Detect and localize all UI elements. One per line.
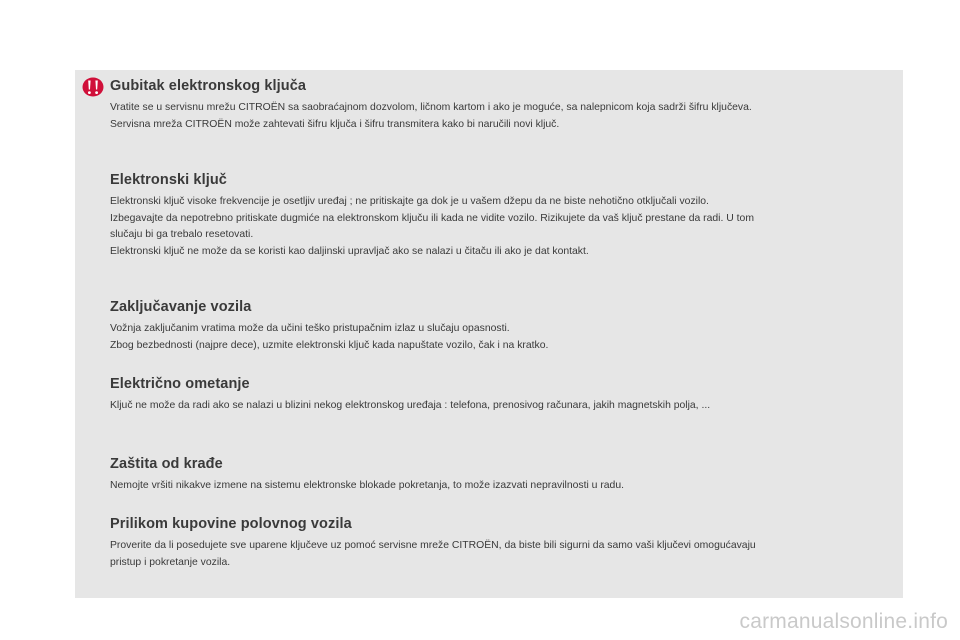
watermark-text: carmanualsonline.info: [739, 610, 948, 633]
text-line: Vratite se u servisnu mrežu CITROËN sa saobraćajnom dozvolom, ličnom kartom i ako je moguće, sa nalepnicom koja sadrži šifru ključeva.: [110, 102, 752, 113]
section-text: [110, 538, 890, 571]
section-text: [110, 100, 890, 133]
section-electrical-interference: [110, 376, 890, 415]
section-text: [110, 398, 890, 415]
warning-exclamation-icon: [82, 77, 104, 97]
section-text: [110, 321, 890, 354]
text-line: Elektronski ključ ne može da se koristi kao daljinski upravljač ako se nalazi u čitaču ili ako je dat kontakt.: [110, 245, 589, 257]
text-line: Nemojte vršiti nikakve izmene na sistemu elektronske blokade pokretanja, to može izazvati nepravilnosti u radu.: [110, 480, 625, 491]
section-title: Zaštita od krađe: [110, 456, 223, 472]
text-line: Servisna mreža CITROËN može zahtevati šifru ključa i šifru transmitera kako bi naručili novi ključ.: [110, 118, 560, 130]
section-title: Gubitak elektronskog ključa: [110, 78, 307, 94]
text-line: Ključ ne može da radi ako se nalazi u blizini nekog elektronskog uređaja : telefona, prenosivog računara, jakih magnetskih polja, ...: [110, 400, 711, 411]
text-line: pristup i pokretanje vozila.: [110, 556, 231, 568]
text-line: Zbog bezbednosti (najpre dece), uzmite elektronski ključ kada napuštate vozilo, čak i na kratko.: [110, 339, 549, 351]
text-line: Izbegavajte da nepotrebno pritiskate dugmiće na elektronskom ključu ili kada ne vidite vozilo. Rizikujete da vaš ključ prestane da radi. U tom: [110, 212, 754, 224]
section-locking-vehicle: [110, 299, 890, 354]
section-text: [110, 478, 890, 495]
section-title: Elektronski ključ: [110, 172, 227, 188]
section-title: Električno ometanje: [110, 376, 250, 392]
section-lost-key: [110, 78, 890, 133]
section-anti-theft: [110, 456, 890, 495]
text-line: Elektronski ključ visoke frekvencije je osetljiv uređaj ; ne pritiskajte ga dok je u vašem džepu da ne biste nehotično otključali vozilo.: [110, 196, 709, 207]
section-title: Zaključavanje vozila: [110, 299, 252, 315]
section-used-vehicle: [110, 516, 890, 571]
section-title: Prilikom kupovine polovnog vozila: [110, 516, 352, 532]
section-text: [110, 194, 890, 260]
section-electronic-key: [110, 172, 890, 260]
text-line: slučaju bi ga trebalo resetovati.: [110, 229, 254, 240]
text-line: Proverite da li posedujete sve uparene ključeve uz pomoć servisne mreže CITROËN, da biste bili sigurni da samo vaši ključevi omogućavaju: [110, 540, 756, 551]
text-line: Vožnja zaključanim vratima može da učini teško pristupačnim izlaz u slučaju opasnosti.: [110, 323, 510, 334]
